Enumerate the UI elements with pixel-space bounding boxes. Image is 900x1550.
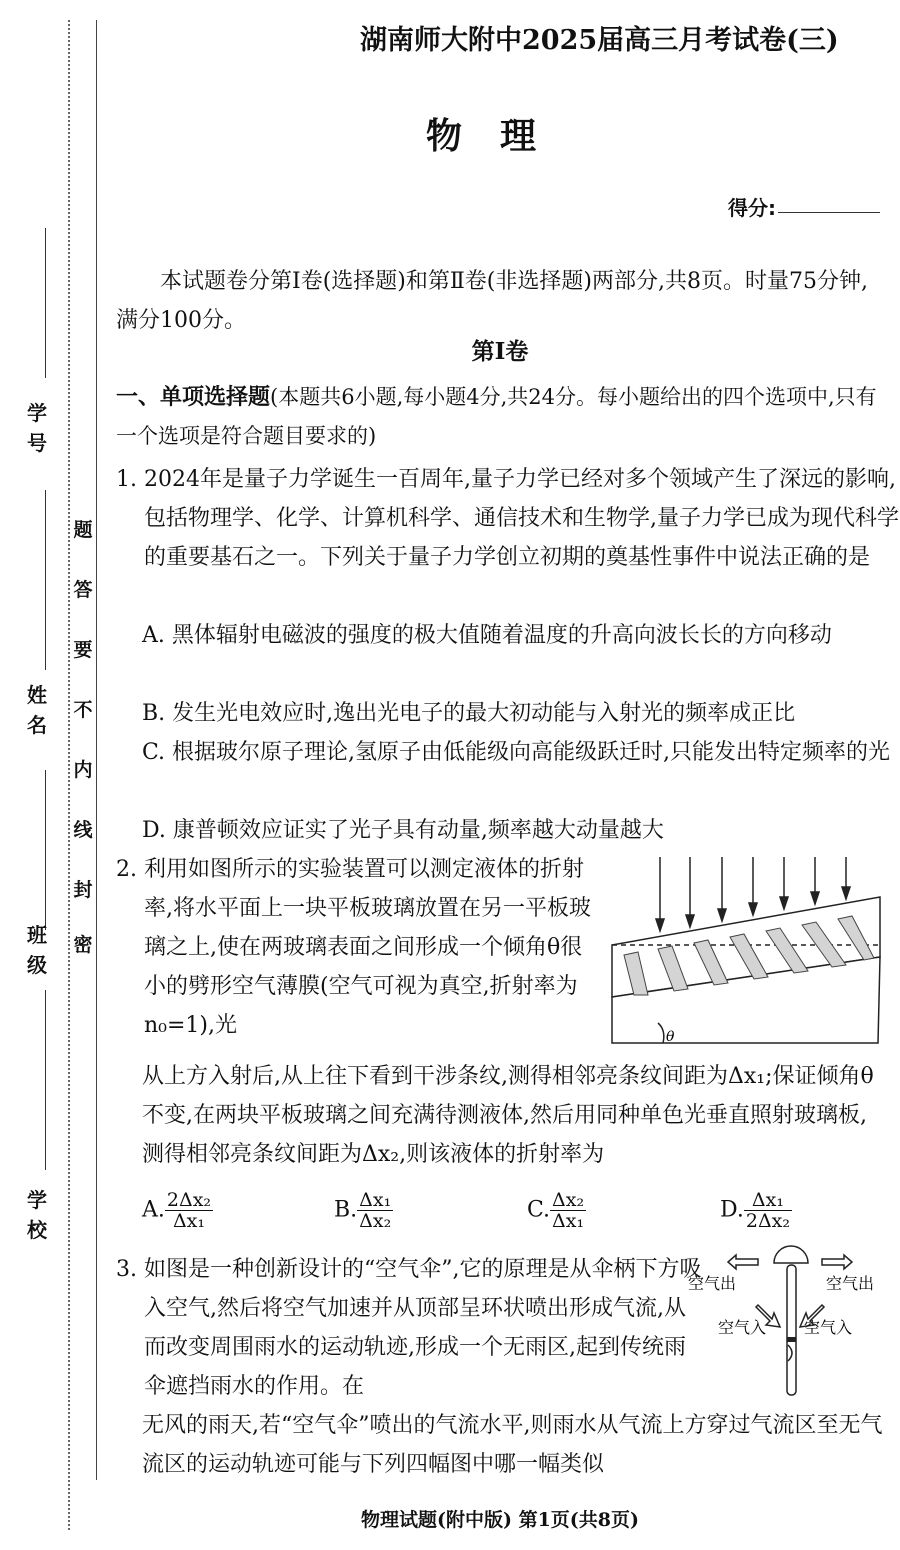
score-blank [778,212,880,213]
name-label: 姓名 [27,683,47,737]
score-label: 得分: [728,196,776,220]
seal-char: 要 [73,639,93,661]
seal-char: 答 [73,579,93,601]
theta-label: θ [666,1029,675,1045]
question-3-stem: 3. 如图是一种创新设计的“空气伞”,它的原理是从伞柄下方吸入空气,然后将空气加速并从顶部呈环状喷出形成气流,从而改变周围雨水的运动轨迹,形成一个无雨区,起到传统雨伞遮挡雨水的作用。在 [116,1257,702,1399]
question-3-stem-continued: 无风的雨天,若“空气伞”喷出的气流水平,则雨水从气流上方穿过气流区至无气流区的运动轨迹可能与下列四幅图中哪一幅类似 [142,1413,883,1477]
seal-char: 不 [73,699,93,721]
class-blank [45,770,46,930]
binding-solid-line [96,20,97,1480]
question-2-stem-continued: 从上方入射后,从上往下看到干涉条纹,测得相邻亮条纹间距为Δx₁;保证倾角θ不变,在两块平板玻璃之间充满待测液体,然后用同种单色光垂直照射玻璃板,测得相邻亮条纹间距为Δx₂,则该液体的折射率为 [142,1064,874,1167]
wedge-film-diagram [588,855,888,1055]
question-1-option-d: D. 康普顿效应证实了光子具有动量,频率越大动量越大 [142,818,664,843]
question-2-option-d: D. $\frac{\text{Δx₁}}{\text{2Δx₂}}$ [720,1189,791,1232]
volume-title: 第Ⅰ卷 [471,338,529,365]
question-1-option-b: B. 发生光电效应时,逸出光电子的最大初动能与入射光的频率成正比 [142,701,796,726]
exam-header: 湖南师大附中2025届高三月考试卷(三) [360,25,839,56]
name-blank [45,490,46,670]
question-2-option-b: B. $\frac{\text{Δx₁}}{\text{Δx₂}}$ [334,1189,392,1232]
seal-char: 密 [73,934,93,956]
intro-text: 本试题卷分第Ⅰ卷(选择题)和第Ⅱ卷(非选择题)两部分,共8页。时量75分钟,满分100分。 [116,269,868,333]
question-2-stem: 2. 利用如图所示的实验装置可以测定液体的折射率,将水平面上一块平板玻璃放置在另一平板玻璃之上,使在两玻璃表面之间形成一个倾角θ很小的劈形空气薄膜(空气可视为真空,折射率为n₀=1),光 [116,857,591,1038]
air-in-label-right: 空气入 [804,1318,853,1337]
question-1-option-a: A. 黑体辐射电磁波的强度的极大值随着温度的升高向波长长的方向移动 [142,623,832,648]
page-footer: 物理试题(附中版) 第1页(共8页) [360,1509,639,1531]
air-in-label-left: 空气入 [718,1318,767,1337]
student-id-label: 学号 [27,401,47,455]
section-heading: 一、单项选择题(本题共6小题,每小题4分,共24分。每小题给出的四个选项中,只有一个选项是符合题目要求的) [116,384,877,448]
school-label: 学校 [27,1188,47,1242]
seal-char: 封 [73,879,93,901]
seal-char: 内 [73,759,93,781]
class-label: 班级 [27,923,47,977]
air-umbrella-diagram [688,1245,888,1405]
air-out-label-left: 空气出 [688,1274,737,1293]
seal-char: 题 [73,519,93,541]
school-blank [45,990,46,1170]
page-title: 物理 [425,115,574,157]
air-out-label-right: 空气出 [826,1274,875,1293]
question-1-stem: 1. 2024年是量子力学诞生一百周年,量子力学已经对多个领域产生了深远的影响,包括物理学、化学、计算机科学、通信技术和生物学,量子力学已成为现代科学的重要基石之一。下列关于量子力学创立初期的奠基性事件中说法正确的是 [116,467,899,570]
question-1-option-c: C. 根据玻尔原子理论,氢原子由低能级向高能级跃迁时,只能发出特定频率的光 [142,740,891,765]
question-2-option-a: A. $\frac{\text{2Δx₂}}{\text{Δx₁}}$ [142,1189,212,1232]
question-2-option-c: C. $\frac{\text{Δx₂}}{\text{Δx₁}}$ [527,1189,585,1232]
seal-char: 线 [73,819,93,841]
